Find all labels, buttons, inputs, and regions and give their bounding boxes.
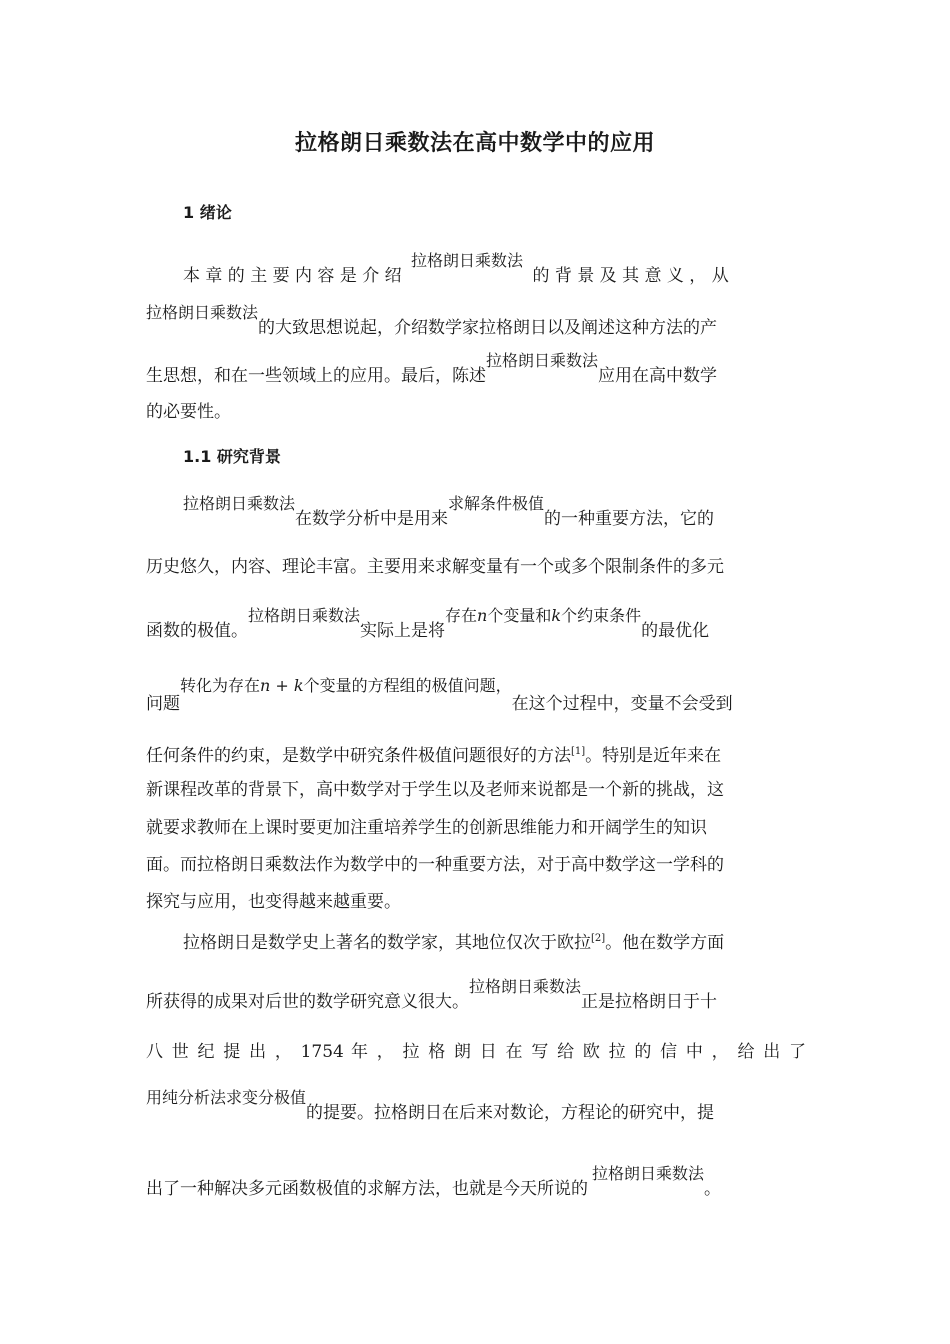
section-heading-background: 1.1 研究背景 <box>183 447 281 466</box>
paragraph-line <box>146 251 806 286</box>
formula-object: 拉格朗日乘数法 <box>411 251 524 270</box>
text-run: 问题 <box>146 694 180 714</box>
paragraph-line <box>146 676 806 714</box>
section-heading-intro: 1 绪论 <box>183 203 232 222</box>
text-run: 出了一种解决多元函数极值的求解方法，也就是今天所说的 <box>146 1179 588 1199</box>
text-run: 生思想，和在一些领域上的应用。最后，陈述 <box>146 366 486 386</box>
formula-object: 转化为存在n + k个变量的方程组的极值问题， <box>180 676 512 695</box>
paragraph-line: 面。而拉格朗日乘数法作为数学中的一种重要方法，对于高中数学这一学科的 <box>146 855 724 875</box>
text-run: 的 背 景 及 其 意 义 ， 从 <box>532 266 729 286</box>
formula-object: 用纯分析法求变分极值 <box>146 1088 307 1107</box>
text-run: 在这个过程中，变量不会受到 <box>511 694 733 714</box>
paragraph-line <box>146 1164 806 1199</box>
text-run: 的提要。拉格朗日在后来对数论，方程论的研究中，提 <box>306 1103 715 1123</box>
formula-object: 拉格朗日乘数法 <box>146 303 259 322</box>
formula-object: 存在n个变量和k个约束条件 <box>445 606 642 625</box>
document-title: 拉格朗日乘数法在高中数学中的应用 <box>294 131 655 156</box>
paragraph-line <box>146 977 806 1012</box>
text-run: 在数学分析中是用来 <box>295 509 449 529</box>
paragraph-line: 任何条件的约束，是数学中研究条件极值问题很好的方法[1]。特别是近年来在 <box>146 746 722 766</box>
text-run: 函数的极值。 <box>146 621 248 641</box>
text-run: 的最优化 <box>641 621 710 641</box>
paragraph-line <box>146 303 806 338</box>
citation-ref: [1] <box>571 746 586 757</box>
text-run: 本 章 的 主 要 内 容 是 介 绍 <box>183 266 402 286</box>
text-run: 正是拉格朗日于十 <box>581 992 718 1012</box>
paragraph-line: 拉格朗日是数学史上著名的数学家，其地位仅次于欧拉[2]。他在数学方面 <box>183 933 725 953</box>
text-run: 应用在高中数学 <box>598 366 718 386</box>
citation-ref: [2] <box>591 933 606 944</box>
paragraph-line: 就要求教师在上课时要更加注重培养学生的创新思维能力和开阔学生的知识 <box>146 818 707 838</box>
paragraph-line <box>146 606 806 641</box>
formula-object: 求解条件极值 <box>448 494 545 513</box>
text-run: 实际上是将 <box>360 621 446 641</box>
text-run: 的一种重要方法，它的 <box>544 509 715 529</box>
formula-object: 拉格朗日乘数法 <box>486 351 599 370</box>
formula-object: 拉格朗日乘数法 <box>183 494 296 513</box>
paragraph-line: 历史悠久，内容、理论丰富。主要用来求解变量有一个或多个限制条件的多元 <box>146 557 724 577</box>
paragraph-line: 的必要性。 <box>146 402 231 422</box>
formula-object: 拉格朗日乘数法 <box>469 977 582 996</box>
paragraph-line: 探究与应用，也变得越来越重要。 <box>146 892 401 912</box>
paragraph-line <box>146 494 806 529</box>
text-run: 的大致思想说起，介绍数学家拉格朗日以及阐述这种方法的产 <box>258 318 718 338</box>
paragraph-line: 新课程改革的背景下，高中数学对于学生以及老师来说都是一个新的挑战，这 <box>146 780 724 800</box>
formula-object: 拉格朗日乘数法 <box>592 1164 705 1183</box>
paragraph-line: 八 世 纪 提 出 ， 1754 年 ， 拉 格 朗 日 在 写 给 欧 拉 的 信 中 ， 给 出 了 <box>146 1042 806 1062</box>
text-run: 所获得的成果对后世的数学研究意义很大。 <box>146 992 469 1012</box>
formula-object: 拉格朗日乘数法 <box>248 606 361 625</box>
text-run: 。 <box>704 1179 722 1199</box>
paragraph-line <box>146 351 806 386</box>
paragraph-line <box>146 1088 806 1123</box>
